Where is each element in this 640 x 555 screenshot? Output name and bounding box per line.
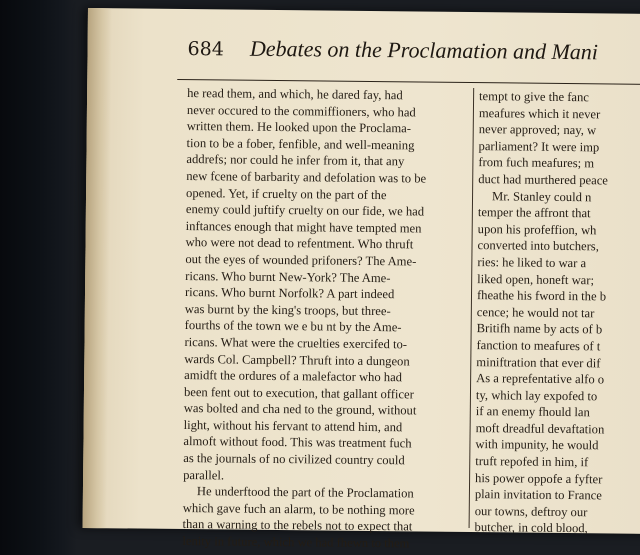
text-line: he read them, and which, he dared fay, had [187,86,403,103]
text-line: meafures which it never [478,105,601,121]
text-line: never approved; nay, w [478,122,597,138]
text-line: lenity in future, which we had fhewn to them [182,534,410,551]
text-line: fheathe his fword in the b [476,288,607,304]
text-line: butcher, in cold blood, [474,520,588,536]
text-line: plain invitation to France [474,487,602,503]
text-line: fourths of the town we e bu nt by the Ame- [184,318,402,335]
text-line: upon his profeffion, wh [477,221,597,238]
text-line: than a warning to the rebels not to expect that [182,517,413,534]
running-title: Debates on the Proclamation and Mani [249,35,599,65]
text-line: if an enemy fhould lan [475,404,590,420]
text-line: as the journals of no civilized country could [183,451,405,468]
text-line: cence; he would not tar [476,304,595,321]
page-gutter [83,8,112,528]
text-line: out the eyes of wounded prifoners? The Ame- [185,251,417,269]
text-line: miniftration that ever dif [476,354,601,370]
text-line: parliament? It were imp [478,138,600,155]
text-line: tion to be a fober, fenfible, and well-meaning [186,135,415,153]
text-line: liked open, honeft war; [477,271,595,287]
text-line: enemy could juftify cruelty on our fide, we had [185,202,425,219]
text-line: which gave fuch an alarm, to be nothing more [182,500,415,518]
text-line: from fuch meafures; m [478,155,595,171]
text-line: Mr. Stanley could n [491,188,592,204]
text-line: addrefs; nor could he infer from it, that any [186,152,405,169]
page-number: 684 [187,38,224,61]
text-line: almoft without food. This was treatment fuch [183,434,412,451]
text-line: ricans. Who burnt New-York? The Ame- [185,268,391,285]
text-line: He underftood the part of the Proclamation [196,484,414,501]
text-line: never occured to the commiffioners, who had [186,102,416,120]
text-line: amidft the ordures of a malefactor who had [184,368,403,385]
text-line: ricans. What were the cruelties exercifed to- [184,334,408,352]
text-line: fanction to meafures of t [476,337,601,354]
text-line: was bolted and cha ned to the ground, without [183,401,417,418]
text-line: converted into butchers, [477,238,599,254]
text-line: wards Col. Campbell? Thruft into a dungeon [184,351,410,368]
text-line: temper the affront that [477,205,591,221]
page-header [187,35,598,65]
newspaper-page [83,8,640,551]
text-line: who were not dead to refentment. Who thruft [185,235,414,252]
text-line: Britifh name by acts of b [476,321,603,337]
text-line: ries: he liked to war a [477,255,587,271]
text-line: new fcene of barbarity and defolation was to be [186,169,427,186]
text-line: duct had murthered peace [478,172,609,188]
text-line: our towns, deftroy our [474,503,588,520]
text-line: As a reprefentative alfo o [476,371,605,387]
text-line: ricans. Who burnt Norfolk? A part indeed [184,285,395,302]
right-text-column [474,88,640,539]
text-line: opened. Yet, if cruelty on the part of the [185,185,387,202]
text-line: with impunity, he would [475,437,599,453]
text-line: written them. He looked upon the Proclama- [186,119,412,136]
text-line: moft dreadful devaftation [475,420,605,437]
text-line: parallel. [183,467,225,483]
text-line: ty, which lay expofed to [475,387,598,404]
text-line: inftances enough that might have tempted men [185,218,422,236]
text-line: light, without his fervant to attend him, and [183,417,403,435]
text-line: truft repofed in him, if [475,454,589,470]
text-line: was burnt by the king's troops, but three- [184,301,391,318]
text-line: been fent out to execution, that gallant officer [183,384,414,402]
text-line: his power oppofe a fyfter [475,470,603,487]
text-line: tempt to give the fanc [479,89,589,105]
